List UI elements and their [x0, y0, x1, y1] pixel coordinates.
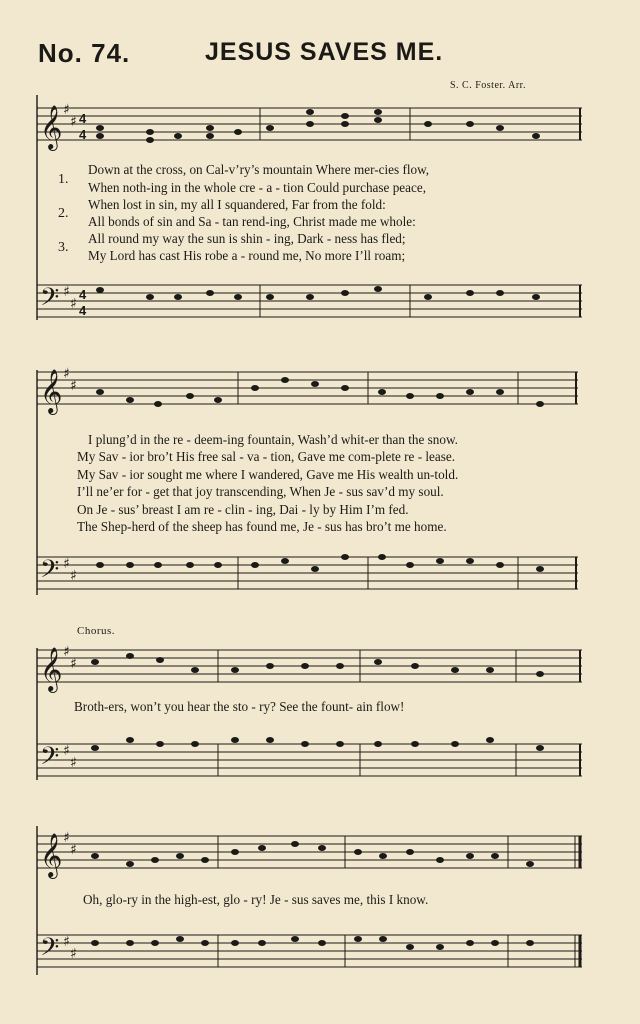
- svg-text:4: 4: [79, 287, 87, 302]
- svg-text:♯: ♯: [63, 644, 70, 660]
- bass-clef-icon: 𝄢: [40, 742, 60, 777]
- chorus-line-2: Oh, glo-ry in the high-est, glo - ry! Je - sus saves me, this I know.: [83, 892, 429, 907]
- treble-clef-icon: 𝄞: [40, 105, 63, 149]
- key-signatures: [63, 102, 77, 962]
- bass-staff-1: [37, 285, 582, 317]
- svg-text:♯: ♯: [70, 656, 77, 672]
- bass-staff-3: [37, 744, 582, 776]
- treble-staff-4: [37, 836, 582, 868]
- hymn-title: JESUS SAVES ME.: [205, 38, 444, 66]
- verse1-cont-b: My Sav - ior bro’t His free sal - va - tion, Gave me com-plete re - lease.: [77, 449, 456, 464]
- svg-text:♯: ♯: [63, 102, 70, 118]
- verse2-line-b: All bonds of sin and Sa - tan rend-ing, Christ made me whole:: [88, 214, 416, 229]
- treble-clef-icon: 𝄞: [40, 369, 63, 413]
- system3-notes: [91, 653, 544, 751]
- svg-text:♯: ♯: [63, 830, 70, 846]
- verse2-line-a: When lost in sin, my all I squandered, Far from the fold:: [88, 197, 386, 212]
- svg-text:♯: ♯: [70, 755, 77, 771]
- svg-text:♯: ♯: [70, 842, 77, 858]
- verse2-cont-b: I’ll ne’er for - get that joy transcending, When Je - sus sav’d my soul.: [77, 484, 444, 499]
- svg-text:♯: ♯: [70, 378, 77, 394]
- svg-text:♯: ♯: [70, 946, 77, 962]
- svg-text:♯: ♯: [63, 743, 70, 759]
- verse3-line-b: My Lord has cast His robe a - round me, No more I’ll roam;: [88, 248, 406, 263]
- system4-notes: [91, 841, 534, 950]
- svg-text:4: 4: [79, 127, 87, 142]
- clefs: [40, 105, 62, 968]
- system2-notes: [96, 377, 544, 572]
- chorus-label: Chorus.: [77, 625, 116, 637]
- verse1-line-b: When noth-ing in the whole cre - a - tion Could purchase peace,: [88, 180, 426, 195]
- time-signature: [79, 111, 87, 318]
- treble-staff-3: [37, 650, 582, 682]
- verse-number-3: 3.: [58, 240, 69, 255]
- bass-clef-icon: 𝄢: [40, 283, 60, 318]
- system1-notes: [96, 109, 540, 300]
- bass-staff-2: [37, 557, 578, 589]
- verse-number-1: 1.: [58, 172, 69, 187]
- svg-text:♯: ♯: [70, 114, 77, 130]
- svg-text:♯: ♯: [63, 556, 70, 572]
- svg-text:♯: ♯: [63, 366, 70, 382]
- verse3-cont-b: The Shep-herd of the sheep has found me, Je - sus has bro’t me home.: [77, 519, 447, 534]
- verse3-line-a: All round my way the sun is shin - ing, Dark - ness has fled;: [88, 231, 406, 246]
- svg-text:4: 4: [79, 303, 87, 318]
- verse3-cont-a: On Je - sus’ breast I am re - clin - ing, Dai - ly by Him I’m fed.: [77, 502, 409, 517]
- verse2-cont-a: My Sav - ior sought me where I wandered, Gave me His wealth un-told.: [77, 467, 459, 482]
- svg-text:♯: ♯: [63, 284, 70, 300]
- verse1-cont-a: I plung’d in the re - deem-ing fountain, Wash’d whit-er than the snow.: [88, 432, 458, 447]
- bass-staff-4: [37, 935, 582, 967]
- bass-clef-icon: 𝄢: [40, 933, 60, 968]
- chorus-line-1: Broth-ers, won’t you hear the sto - ry? See the fount- ain flow!: [74, 699, 405, 714]
- hymn-number: No. 74.: [38, 38, 131, 68]
- verse1-line-a: Down at the cross, on Cal-v’ry’s mountain Where mer-cies flow,: [88, 162, 430, 177]
- composer-credit: S. C. Foster. Arr.: [450, 80, 526, 91]
- bass-clef-icon: 𝄢: [40, 555, 60, 590]
- treble-clef-icon: 𝄞: [40, 647, 63, 691]
- svg-text:4: 4: [79, 111, 87, 126]
- treble-clef-icon: 𝄞: [40, 833, 63, 877]
- verse-number-2: 2.: [58, 206, 69, 221]
- svg-text:♯: ♯: [63, 934, 70, 950]
- noteheads: [91, 109, 544, 950]
- svg-text:♯: ♯: [70, 296, 77, 312]
- treble-staff-2: [37, 372, 578, 404]
- svg-text:♯: ♯: [70, 568, 77, 584]
